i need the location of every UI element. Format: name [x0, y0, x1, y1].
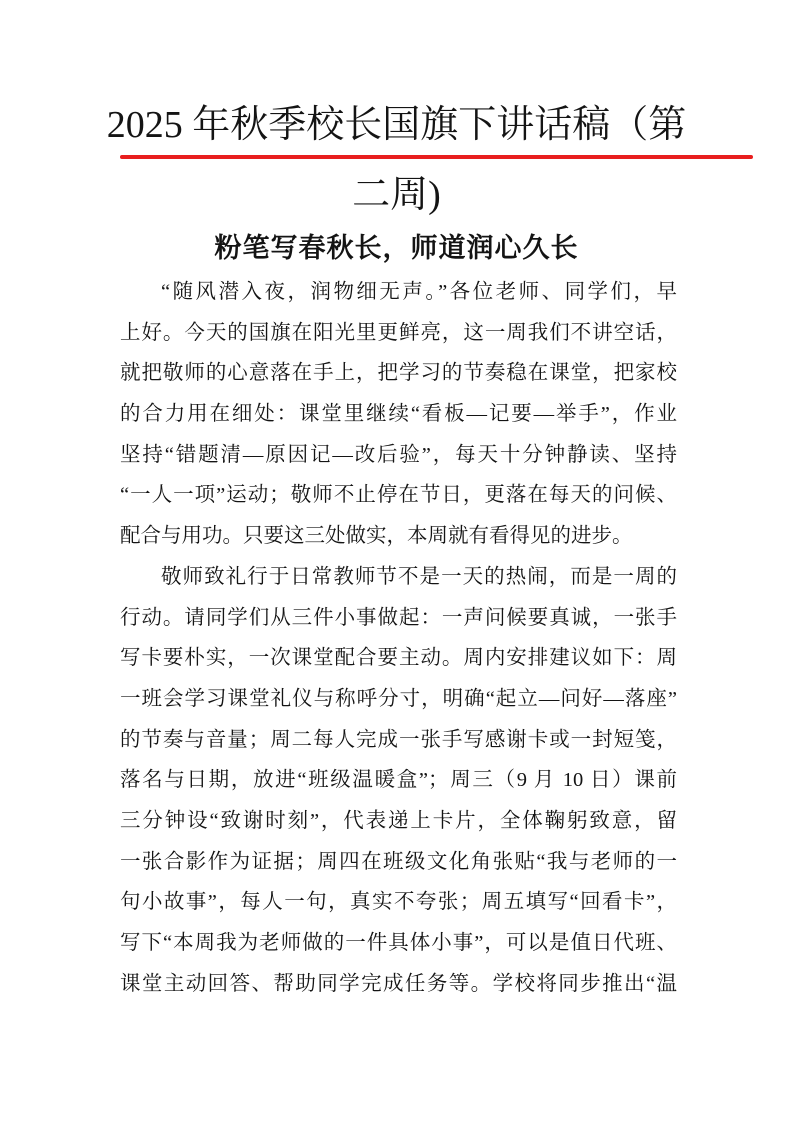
text-line: 坚持“错题清—原因记—改后验”，每天十分钟静读、坚持: [120, 443, 677, 466]
document-body: [120, 272, 677, 1004]
body-paragraph: [120, 557, 677, 1005]
text-line: 行动。请同学们从三件小事做起：一声问候要真诚，一张手: [120, 606, 677, 629]
text-line: 一张合影作为证据；周四在班级文化角张贴“我与老师的一: [120, 850, 677, 873]
text-line: “随风潜入夜，润物细无声。”各位老师、同学们，早: [161, 281, 677, 303]
red-underline-divider: [120, 155, 753, 159]
text-line: 就把敬师的心意落在手上，把学习的节奏稳在课堂，把家校: [120, 362, 677, 385]
text-line: 的节奏与音量；周二每人完成一张手写感谢卡或一封短笺，: [120, 728, 677, 751]
body-paragraph: [120, 272, 677, 557]
document-title: [0, 90, 793, 230]
text-line: 课堂主动回答、帮助同学完成任务等。学校将同步推出“温: [120, 972, 677, 995]
text-line: 三分钟设“致谢时刻”，代表递上卡片，全体鞠躬致意，留: [120, 809, 677, 832]
document-subtitle: 粉笔写春秋长，师道润心久长: [214, 233, 579, 263]
text-line: 一班会学习课堂礼仪与称呼分寸，明确“起立—问好—落座”: [120, 687, 677, 710]
document-title-line-1: 2025 年秋季校长国旗下讲话稿（第: [106, 104, 687, 146]
text-line: 的合力用在细处：课堂里继续“看板—记要—举手”，作业: [120, 403, 677, 426]
text-line: 落名与日期，放进“班级温暖盒”；周三（9 月 10 日）课前: [120, 769, 677, 792]
text-line: “一人一项”运动；敬师不止停在节日，更落在每天的问候、: [120, 484, 677, 507]
text-line: 敬师致礼行于日常教师节不是一天的热闹，而是一周的: [161, 565, 677, 588]
text-line: 句小故事”，每人一句，真实不夸张；周五填写“回看卡”，: [120, 891, 677, 914]
text-line: 配合与用功。只要这三处做实，本周就有看得见的进步。: [120, 525, 633, 548]
text-line: 写下“本周我为老师做的一件具体小事”，可以是值日代班、: [120, 932, 677, 954]
text-line: 上好。今天的国旗在阳光里更鲜亮，这一周我们不讲空话，: [120, 321, 677, 344]
document-title-line-2: 二周): [352, 174, 441, 216]
text-line: 写卡要朴实，一次课堂配合要主动。周内安排建议如下：周: [120, 647, 677, 670]
